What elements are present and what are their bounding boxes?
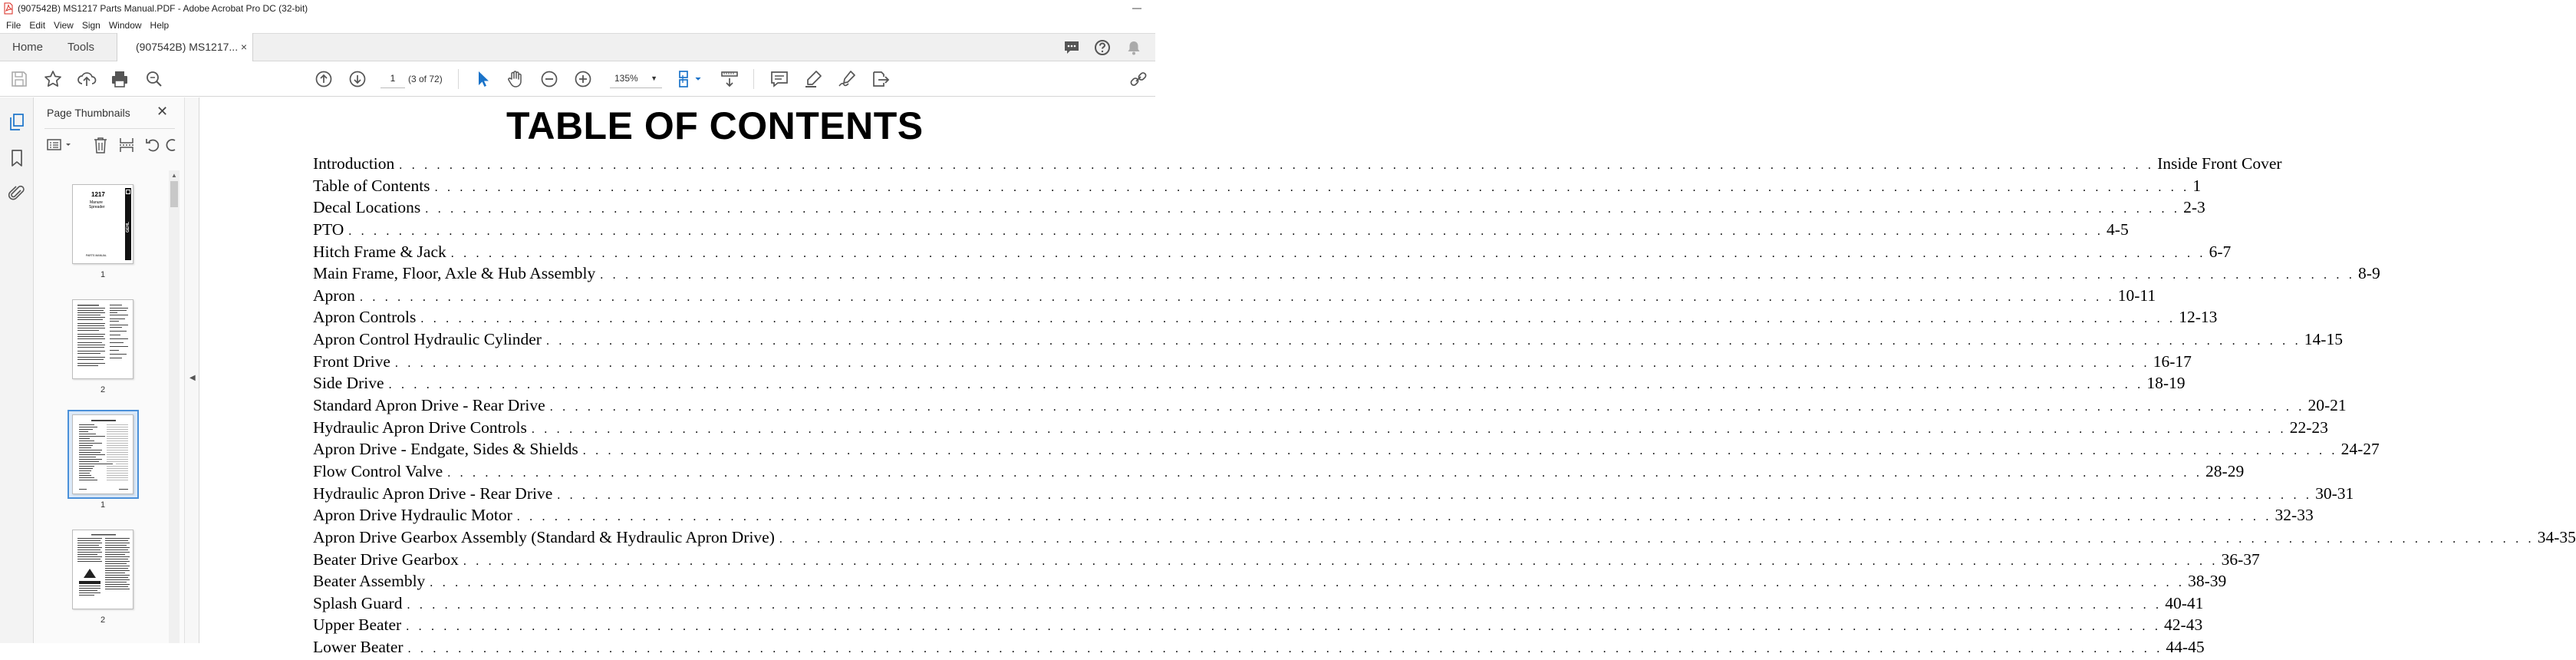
tab-bar [0, 33, 1155, 61]
thumbnail-scrollbar[interactable] [169, 170, 180, 643]
menu-bar [0, 17, 1155, 33]
document-tab-label: (907542B) MS1217... [136, 41, 239, 53]
table-of-contents [313, 154, 2576, 660]
main-toolbar [0, 61, 1155, 97]
thumbnail-text-lines [73, 300, 134, 380]
toc-row[interactable] [313, 549, 2260, 573]
toc-leader-dots: . . . . . . . . . . . . . . . . . . . . . . . . . . . . . . . . . . . . . . . . . . . . . . . . . . . . . . . . . . . . . . . . . . . . . . . . . . . . . . . . . . . . . . . . . . . . . . . . . . . . . . . . . . . . . . . . . . . . . . . . . . . . . . . . . . . . . . . . . . . . [425, 203, 2181, 216]
toc-page-range: 20-21 [2308, 396, 2347, 415]
zoom-out-icon[interactable] [539, 69, 559, 89]
thumbnail-toc-lines [73, 415, 134, 495]
thumbnail-label: 2 [100, 385, 106, 394]
toc-entry-title: Hydraulic Apron Drive - Rear Drive [313, 483, 553, 503]
toc-page-range: 42-43 [2164, 615, 2203, 635]
zoom-level-value: 135% [614, 73, 638, 84]
toc-page-range: 6-7 [2209, 242, 2232, 261]
toc-entry-title: Apron Drive - Endgate, Sides & Shields [313, 440, 578, 459]
zoom-in-icon[interactable] [573, 69, 593, 89]
toc-leader-dots: . . . . . . . . . . . . . . . . . . . . . . . . . . . . . . . . . . . . . . . . . . . . . . . . . . . . . . . . . . . . . . . . . . . . . . . . . . . . . . . . . . . . . . . . . . . . . . . . . . . . . . . . . . . . . . . . . . . . . . . . . . . . . . . . . . . . . . . . . . . . [348, 224, 2104, 238]
tab-tools[interactable]: Tools [68, 41, 95, 54]
minimize-button[interactable]: — [1132, 2, 1141, 13]
toc-page-range: 34-35 [2537, 527, 2576, 546]
extract-pages-icon[interactable] [118, 136, 135, 154]
cover-footer: PARTS MANUAL [86, 254, 107, 257]
toc-leader-dots: . . . . . . . . . . . . . . . . . . . . . . . . . . . . . . . . . . . . . . . . . . . . . . . . . . . . . . . . . . . . . . . . . . . . . . . . . . . . . . . . . . . . . . . . . . . . . . . . . . . . . . . . . . . . . . . . . . . . . . . . . . . . . . . . . . . . . . . . . . . . [394, 356, 2150, 370]
thumbnail-text-page[interactable] [72, 299, 133, 379]
toc-page-range: 36-37 [2221, 549, 2260, 569]
close-tab-button[interactable]: × [240, 41, 247, 53]
page-title: TABLE OF CONTENTS [506, 104, 924, 147]
hand-icon[interactable] [506, 69, 525, 89]
toc-row[interactable] [313, 154, 2282, 177]
toc-leader-dots: . . . . . . . . . . . . . . . . . . . . . . . . . . . . . . . . . . . . . . . . . . . . . . . . . . . . . . . . . . . . . . . . . . . . . . . . . . . . . . . . . . . . . . . . . . . . . . . . . . . . . . . . . . . . . . . . . . . . . . . . . . . . . . . . . . . . . . . . . . . . [359, 290, 2115, 304]
select-arrow-icon[interactable] [473, 69, 493, 89]
notifications-bell-icon[interactable] [1125, 39, 1142, 56]
page-layout-icon[interactable] [677, 69, 704, 89]
toolbar-divider [753, 69, 754, 89]
toc-entry-title: Standard Apron Drive - Rear Drive [313, 396, 545, 415]
thumbnail-label: 2 [100, 615, 106, 625]
help-icon[interactable] [1094, 39, 1111, 56]
toc-leader-dots: . . . . . . . . . . . . . . . . . . . . . . . . . . . . . . . . . . . . . . . . . . . . . . . . . . . . . . . . . . . . . . . . . . . . . . . . . . . . . . . . . . . . . . . . . . . . . . . . . . . . . . . . . . . . . . . . . . . . . . . . . . . . . . . . . . . . . . . . . . . . [434, 180, 2190, 194]
toc-entry-title: Introduction [313, 154, 395, 173]
warning-triangle-icon [84, 569, 96, 578]
toc-row[interactable] [313, 330, 2343, 352]
toc-leader-dots: . . . . . . . . . . . . . . . . . . . . . . . . . . . . . . . . . . . . . . . . . . . . . . . . . . . . . . . . . . . . . . . . . . . . . . . . . . . . . . . . . . . . . . . . . . . . . . . . . . . . . . . . . . . . . . . . . . . . . . . . . . . . . . . . . . . . . . . . . . . . [600, 269, 2356, 282]
toc-page-range: 10-11 [2117, 285, 2156, 305]
toc-page-range: 12-13 [2179, 308, 2218, 327]
toc-leader-dots: . . . . . . . . . . . . . . . . . . . . . . . . . . . . . . . . . . . . . . . . . . . . . . . . . . . . . . . . . . . . . . . . . . . . . . . . . . . . . . . . . . . . . . . . . . . . . . . . . . . . . . . . . . . . . . . . . . . . . . . . . . . . . . . . . . . . . . . . . . . . [388, 378, 2144, 392]
toc-row[interactable] [313, 396, 2347, 418]
panel-title: Page Thumbnails [47, 107, 130, 119]
upload-icon[interactable] [77, 69, 97, 89]
toc-row[interactable] [313, 219, 2129, 243]
toc-page-range: 30-31 [2315, 483, 2354, 503]
toc-leader-dots: . . . . . . . . . . . . . . . . . . . . . . . . . . . . . . . . . . . . . . . . . . . . . . . . . . . . . . . . . . . . . . . . . . . . . . . . . . . . . . . . . . . . . . . . . . . . . . . . . . . . . . . . . . . . . . . . . . . . . . . . . . . . . . . . . . . . . . . . . . . . [779, 532, 2535, 546]
rotate-right-icon[interactable] [167, 136, 175, 154]
thumbnail-decal-content [73, 530, 134, 610]
toc-row[interactable] [313, 176, 2202, 199]
toc-page-range: 1 [2192, 176, 2202, 195]
document-viewer[interactable] [199, 97, 2576, 657]
toc-entry-title: Side Drive [313, 374, 384, 393]
toc-entry-title: Main Frame, Floor, Axle & Hub Assembly [313, 264, 596, 283]
close-panel-button[interactable]: ✕ [156, 104, 169, 119]
toc-entry-title: Lower Beater [313, 638, 404, 657]
search-icon[interactable] [144, 69, 164, 89]
toc-page-range: 4-5 [2107, 219, 2129, 239]
toc-row[interactable] [313, 440, 2380, 462]
toc-page-range: 32-33 [2275, 506, 2314, 525]
export-icon[interactable] [871, 69, 891, 89]
toc-page-range: 18-19 [2146, 374, 2186, 393]
toc-leader-dots: . . . . . . . . . . . . . . . . . . . . . . . . . . . . . . . . . . . . . . . . . . . . . . . . . . . . . . . . . . . . . . . . . . . . . . . . . . . . . . . . . . . . . . . . . . . . . . . . . . . . . . . . . . . . . . . . . . . . . . . . . . . . . . . . . . . . . . . . . . . . [516, 510, 2272, 524]
toc-row[interactable] [313, 593, 2204, 616]
page-thumbnails-icon[interactable] [8, 113, 25, 131]
toc-entry-title: Hydraulic Apron Drive Controls [313, 417, 527, 437]
toc-row[interactable] [313, 308, 2218, 330]
toc-entry-title: Upper Beater [313, 615, 402, 635]
bookmarks-icon[interactable] [8, 149, 25, 167]
thumbnail-decal-page[interactable] [72, 530, 133, 609]
toc-leader-dots: . . . . . . . . . . . . . . . . . . . . . . . . . . . . . . . . . . . . . . . . . . . . . . . . . . . . . . . . . . . . . . . . . . . . . . . . . . . . . . . . . . . . . . . . . . . . . . . . . . . . . . . . . . . . . . . . . . . . . . . . . . . . . . . . . . . . . . . . . . . . [407, 642, 2163, 656]
toc-leader-dots: . . . . . . . . . . . . . . . . . . . . . . . . . . . . . . . . . . . . . . . . . . . . . . . . . . . . . . . . . . . . . . . . . . . . . . . . . . . . . . . . . . . . . . . . . . . . . . . . . . . . . . . . . . . . . . . . . . . . . . . . . . . . . . . . . . . . . . . . . . . . [420, 312, 2176, 326]
toc-leader-dots: . . . . . . . . . . . . . . . . . . . . . . . . . . . . . . . . . . . . . . . . . . . . . . . . . . . . . . . . . . . . . . . . . . . . . . . . . . . . . . . . . . . . . . . . . . . . . . . . . . . . . . . . . . . . . . . . . . . . . . . . . . . . . . . . . . . . . . . . . . . . [549, 401, 2305, 414]
page-number-input[interactable] [380, 69, 405, 88]
toc-entry-title: Apron [313, 285, 355, 305]
save-icon[interactable] [9, 69, 29, 89]
thumbnail-options-icon[interactable] [46, 136, 74, 154]
toc-leader-dots: . . . . . . . . . . . . . . . . . . . . . . . . . . . . . . . . . . . . . . . . . . . . . . . . . . . . . . . . . . . . . . . . . . . . . . . . . . . . . . . . . . . . . . . . . . . . . . . . . . . . . . . . . . . . . . . . . . . . . . . . . . . . . . . . . . . . . . . . . . . . [430, 576, 2186, 590]
toc-entry-title: Front Drive [313, 351, 390, 371]
cover-subtitle-2: Spreader [89, 205, 105, 210]
toc-page-range: 28-29 [2205, 461, 2245, 480]
toc-entry-title: Apron Controls [313, 308, 417, 327]
scrollbar-thumb[interactable] [170, 181, 178, 207]
zoom-level-dropdown[interactable] [610, 69, 662, 88]
toc-entry-title: PTO [313, 219, 344, 239]
panel-divider [44, 128, 175, 129]
toc-page-range: 40-41 [2165, 593, 2204, 612]
toc-entry-title: Decal Locations [313, 198, 421, 217]
toc-page-range: 2-3 [2183, 198, 2205, 217]
scroll-mode-icon[interactable] [720, 69, 740, 89]
toc-leader-dots: . . . . . . . . . . . . . . . . . . . . . . . . . . . . . . . . . . . . . . . . . . . . . . . . . . . . . . . . . . . . . . . . . . . . . . . . . . . . . . . . . . . . . . . . . . . . . . . . . . . . . . . . . . . . . . . . . . . . . . . . . . . . . . . . . . . . . . . . . . . . [447, 466, 2203, 480]
toc-entry-title: Apron Drive Hydraulic Motor [313, 506, 512, 525]
toc-row[interactable] [313, 527, 2576, 550]
tab-home[interactable]: Home [12, 41, 44, 54]
toc-leader-dots: . . . . . . . . . . . . . . . . . . . . . . . . . . . . . . . . . . . . . . . . . . . . . . . . . . . . . . . . . . . . . . . . . . . . . . . . . . . . . . . . . . . . . . . . . . . . . . . . . . . . . . . . . . . . . . . . . . . . . . . . . . . . . . . . . . . . . . . . . . . . [450, 246, 2206, 260]
menu-sign[interactable]: Sign [81, 19, 100, 31]
toc-leader-dots: . . . . . . . . . . . . . . . . . . . . . . . . . . . . . . . . . . . . . . . . . . . . . . . . . . . . . . . . . . . . . . . . . . . . . . . . . . . . . . . . . . . . . . . . . . . . . . . . . . . . . . . . . . . . . . . . . . . . . . . . . . . . . . . . . . . . . . . . . . . . [582, 444, 2338, 458]
toc-leader-dots: . . . . . . . . . . . . . . . . . . . . . . . . . . . . . . . . . . . . . . . . . . . . . . . . . . . . . . . . . . . . . . . . . . . . . . . . . . . . . . . . . . . . . . . . . . . . . . . . . . . . . . . . . . . . . . . . . . . . . . . . . . . . . . . . . . . . . . . . . . . . [531, 422, 2287, 436]
toc-entry-title: Splash Guard [313, 593, 403, 612]
toc-entry-title: Hitch Frame & Jack [313, 242, 446, 261]
panel-splitter[interactable] [184, 97, 199, 643]
toc-row[interactable] [313, 242, 2232, 265]
menu-view[interactable]: View [54, 19, 74, 31]
toc-entry-title: Table of Contents [313, 176, 430, 195]
left-navigation-rail [0, 97, 34, 643]
cover-subtitle-1: Manure [90, 200, 103, 205]
share-link-icon[interactable] [1128, 69, 1148, 89]
thumbnail-cover-page[interactable] [72, 184, 133, 264]
toc-leader-dots: . . . . . . . . . . . . . . . . . . . . . . . . . . . . . . . . . . . . . . . . . . . . . . . . . . . . . . . . . . . . . . . . . . . . . . . . . . . . . . . . . . . . . . . . . . . . . . . . . . . . . . . . . . . . . . . . . . . . . . . . . . . . . . . . . . . . . . . . . . . . [407, 598, 2163, 612]
prev-page-icon[interactable] [314, 69, 334, 89]
sign-icon[interactable] [837, 69, 857, 89]
toc-leader-dots: . . . . . . . . . . . . . . . . . . . . . . . . . . . . . . . . . . . . . . . . . . . . . . . . . . . . . . . . . . . . . . . . . . . . . . . . . . . . . . . . . . . . . . . . . . . . . . . . . . . . . . . . . . . . . . . . . . . . . . . . . . . . . . . . . . . . . . . . . . . . [406, 620, 2162, 634]
toc-entry-title: Apron Control Hydraulic Cylinder [313, 330, 542, 349]
print-icon[interactable] [110, 69, 130, 89]
toc-row[interactable] [313, 461, 2245, 484]
toc-row[interactable] [313, 285, 2156, 309]
comment-icon[interactable] [769, 69, 789, 89]
toc-page-range: 14-15 [2304, 330, 2343, 349]
toc-page-range: 24-27 [2340, 440, 2380, 459]
toc-row[interactable] [313, 198, 2205, 220]
window-title: (907542B) MS1217 Parts Manual.PDF - Adobe Acrobat Pro DC (32-bit) [18, 3, 308, 14]
toc-entry-title: Beater Drive Gearbox [313, 549, 459, 569]
next-page-icon[interactable] [348, 69, 367, 89]
toc-leader-dots: . . . . . . . . . . . . . . . . . . . . . . . . . . . . . . . . . . . . . . . . . . . . . . . . . . . . . . . . . . . . . . . . . . . . . . . . . . . . . . . . . . . . . . . . . . . . . . . . . . . . . . . . . . . . . . . . . . . . . . . . . . . . . . . . . . . . . . . . . . . . [399, 159, 2155, 172]
thumbnail-toc-page[interactable] [72, 414, 133, 494]
chevron-down-icon: ▼ [651, 74, 657, 82]
collapse-panel-arrow-icon[interactable]: ◀ [189, 374, 196, 382]
cover-brand: GEHL [126, 222, 130, 233]
toc-page-range: 38-39 [2188, 572, 2227, 591]
toc-page-range: 16-17 [2153, 351, 2192, 371]
toc-page-range: 22-23 [2289, 417, 2328, 437]
toc-page-range: Inside Front Cover [2157, 154, 2282, 173]
toc-row[interactable] [313, 615, 2203, 638]
toc-page-range: 8-9 [2358, 264, 2380, 283]
toc-entry-title: Apron Drive Gearbox Assembly (Standard & Hydraulic Apron Drive) [313, 527, 775, 546]
acrobat-pdf-icon [4, 3, 13, 14]
attachments-icon[interactable] [8, 184, 25, 203]
toc-row[interactable] [313, 483, 2354, 507]
toc-row[interactable] [313, 264, 2380, 286]
toc-row[interactable] [313, 374, 2186, 396]
cover-model: 1217 [91, 191, 105, 198]
menu-edit[interactable]: Edit [29, 19, 46, 31]
toc-entry-title: Flow Control Valve [313, 461, 443, 480]
cover-logo-box [126, 190, 130, 194]
menu-window[interactable]: Window [108, 19, 142, 31]
thumbnail-label: 1 [100, 500, 106, 510]
rotate-left-icon[interactable] [144, 136, 161, 154]
tab-document[interactable] [117, 33, 253, 62]
toc-leader-dots: . . . . . . . . . . . . . . . . . . . . . . . . . . . . . . . . . . . . . . . . . . . . . . . . . . . . . . . . . . . . . . . . . . . . . . . . . . . . . . . . . . . . . . . . . . . . . . . . . . . . . . . . . . . . . . . . . . . . . . . . . . . . . . . . . . . . . . . . . . . . [545, 335, 2301, 348]
toc-leader-dots: . . . . . . . . . . . . . . . . . . . . . . . . . . . . . . . . . . . . . . . . . . . . . . . . . . . . . . . . . . . . . . . . . . . . . . . . . . . . . . . . . . . . . . . . . . . . . . . . . . . . . . . . . . . . . . . . . . . . . . . . . . . . . . . . . . . . . . . . . . . . [463, 554, 2219, 568]
thumbnail-label: 1 [100, 270, 106, 279]
page-thumbnails-panel [34, 97, 184, 643]
toc-leader-dots: . . . . . . . . . . . . . . . . . . . . . . . . . . . . . . . . . . . . . . . . . . . . . . . . . . . . . . . . . . . . . . . . . . . . . . . . . . . . . . . . . . . . . . . . . . . . . . . . . . . . . . . . . . . . . . . . . . . . . . . . . . . . . . . . . . . . . . . . . . . . [557, 488, 2313, 502]
comment-bubble-icon[interactable] [1063, 39, 1080, 56]
page-count-label: (3 of 72) [408, 74, 443, 84]
toc-row[interactable] [313, 351, 2192, 375]
toc-page-range: 44-45 [2166, 638, 2205, 657]
bookmark-star-icon[interactable] [43, 69, 63, 89]
toc-row[interactable] [313, 572, 2227, 594]
toolbar-divider [458, 69, 459, 89]
highlight-icon[interactable] [803, 69, 823, 89]
toc-row[interactable] [313, 506, 2314, 528]
menu-help[interactable]: Help [150, 19, 170, 31]
menu-file[interactable]: File [6, 19, 21, 31]
toc-row[interactable] [313, 417, 2328, 441]
toc-row[interactable] [313, 638, 2205, 660]
scroll-up-arrow[interactable]: ▲ [171, 172, 177, 179]
window-title-bar [0, 0, 1155, 17]
toc-entry-title: Beater Assembly [313, 572, 426, 591]
delete-page-icon[interactable] [92, 136, 109, 154]
